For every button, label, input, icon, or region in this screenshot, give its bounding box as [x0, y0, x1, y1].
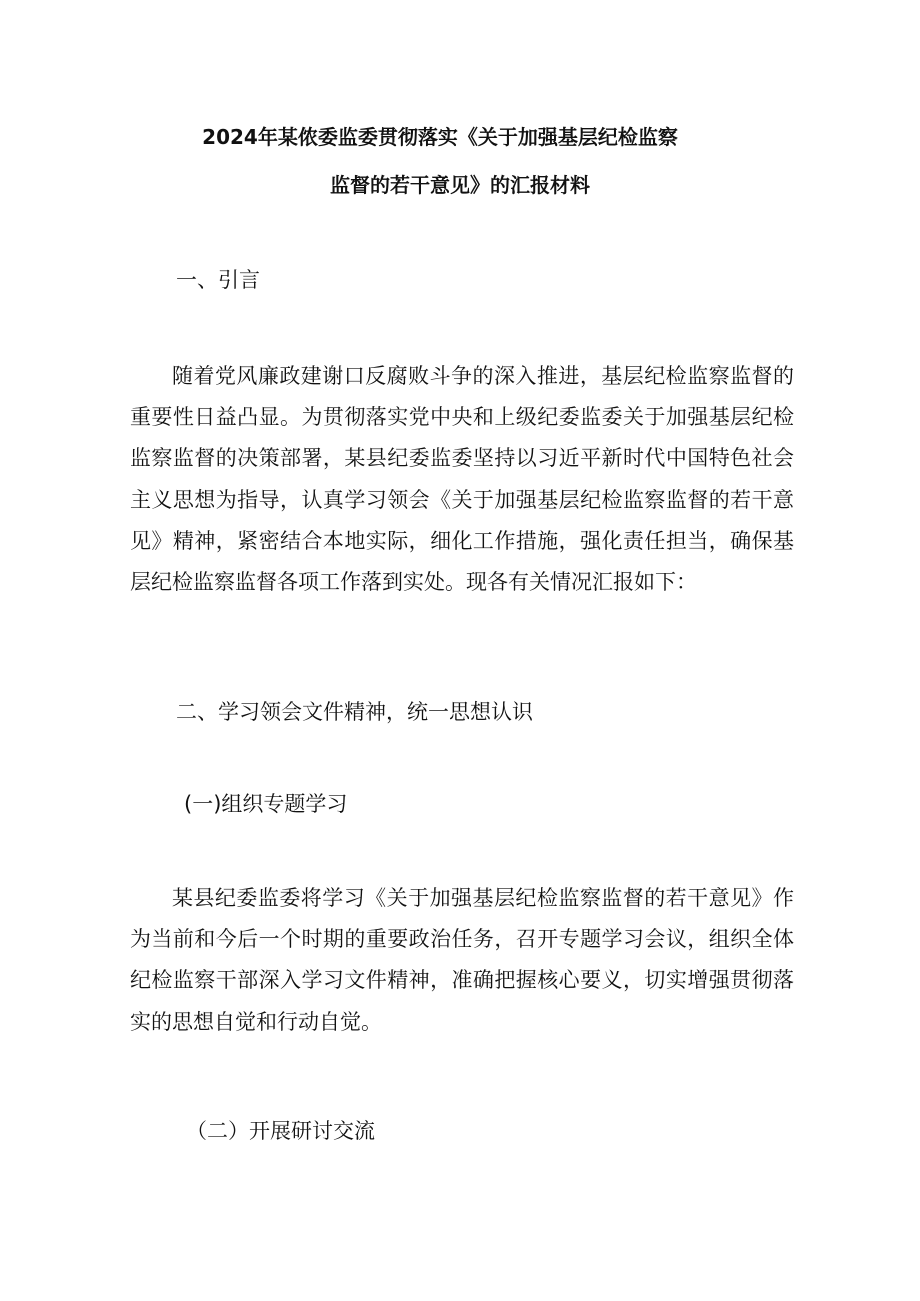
section-heading-introduction: 一、引言: [176, 268, 260, 292]
paragraph-introduction: 随着党风廉政建谢口反腐败斗争的深入推进，基层纪检监察监督的重要性日益凸显。为贯彻落实党中央和上级纪委监委关于加强基层纪检监察监督的决策部署，某县纪委监委坚持以习近平新时代中国特色社会主义思想为指导，认真学习领会《关于加强基层纪检监察监督的若干意见》精神，紧密结合本地实际，细化工作措施，强化责任担当，确保基层纪检监察监督各项工作落到实处。现各有关情况汇报如下：: [130, 364, 794, 595]
paragraph-organize-study: 某县纪委监委将学习《关于加强基层纪检监察监督的若干意见》作为当前和今后一个时期的重要政治任务，召开专题学习会议，组织全体纪检监察干部深入学习文件精神，准确把握核心要义，切实增强贯彻落实的思想自觉和行动自觉。: [130, 886, 794, 1034]
subsection-heading-discussion: （二）开展研讨交流: [186, 1119, 375, 1143]
section-heading-study: 二、学习领会文件精神，统一思想认识: [176, 700, 533, 724]
document-title-line-2: 监督的若干意见》的汇报材料: [330, 173, 590, 197]
subsection-heading-organize-study: (一)组织专题学习: [184, 792, 348, 816]
document-title-line-1: 2024年某侬委监委贯彻落实《关于加强基层纪检监察: [202, 125, 678, 149]
